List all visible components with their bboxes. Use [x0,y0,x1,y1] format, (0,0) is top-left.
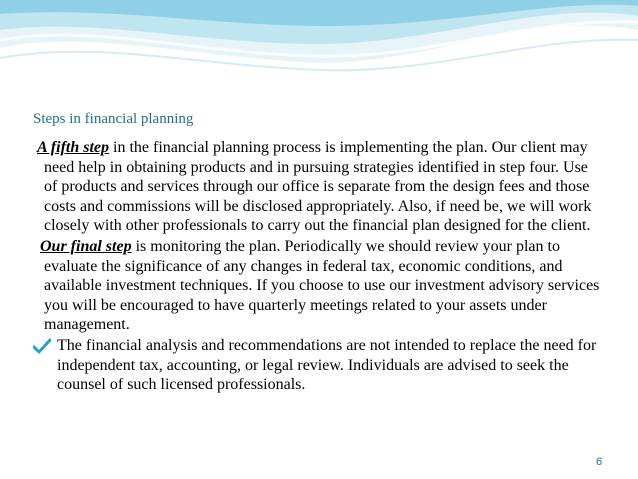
paragraph-disclaimer [33,336,603,395]
slide-content [33,138,603,395]
paragraph-fifth-step [33,138,603,236]
fifth-step-text: in the financial planning process is implementing the plan. Our client may need help in obtaining products and in pursuing strategies identified in step four. Use of products and services through our office is separate from the design fees and those costs and commissions will be disclosed appropriately. Also, if need be, we will work closely with other professionals to carry out the financial plan designed for the client. [44,139,592,235]
slide-title: Steps in financial planning [33,111,194,127]
header-wave-decoration [0,0,638,90]
page-number: 6 [596,456,603,468]
final-step-lead: Our final step [40,237,132,255]
fifth-step-lead: A fifth step [37,139,110,156]
paragraph-final-step [33,237,603,335]
disclaimer-text: The financial analysis and recommendations are not intended to replace the need for independent tax, accounting, or legal review. Individuals are advised to seek the counsel of such licensed professionals. [57,336,597,394]
final-step-text: is monitoring the plan. Periodically we should review your plan to evaluate the significance of any changes in federal tax, economic conditions, and available investment techniques. If you choose to use our investment advisory services you will be encouraged to have quarterly meetings related to your assets under management. [44,237,600,334]
checkmark-icon [33,338,51,354]
